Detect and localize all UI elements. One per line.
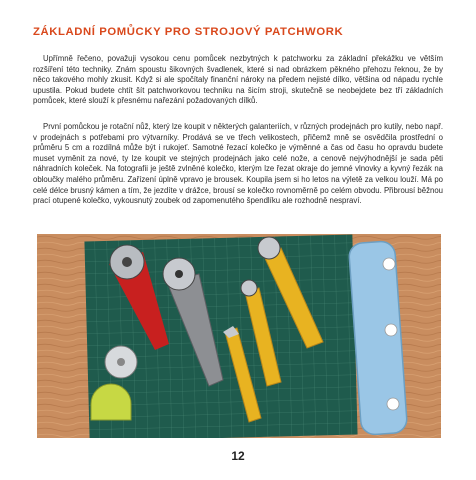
paragraph-2: První pomůckou je rotační nůž, který lze koupit v některých galanteriích, v různých prodejnách pro kutily, nebo např. v prodejnách s potřebami pro výtvarníky. Prodává se ve třech velikostech, přičemž mně se osvědčila prostřední o průměru 5 cm a rozdílná může být i rukojeť. Samotné řezací kolečko je výměnné a čas od času ho opravdu budete muset vyměnit za nové, ty lze koupit ve stejných prodejnách jako celé nože, a cenově nejvýhodnější je sada pěti náhradních koleček. Na fotografii je ještě zvlněné kolečko, kterým lze řezat okraje do jemné vlnovky a kyvný řezák na obloučky malého průměru. Zařízení úplně vpravo je brousek. Koupila jsem si ho letos na výletě za velkou louží. Má po celé délce brusný kámen a tím, že jezdíte v drážce, brousí se kolečko rovnoměrně po celém obvodu. Přibrousí běžnou prací otupené kolečko, vykousnutý zoubek od zapomenutého špendlíku ale rozhodně nespraví. <box>33 122 443 206</box>
page-title: ZÁKLADNÍ POMŮCKY PRO STROJOVÝ PATCHWORK <box>33 26 344 38</box>
paragraph-1: Upřímně řečeno, považuji vysokou cenu pomůcek nezbytných k patchworku za základní překážku ve větším rozšíření této techniky. Znám spoustu šikovných švadlenek, které si nad obrázkem pěkného přehozu řeknou, že by něco takového mohly zkusit. Když si ale spočítaly finanční nároky na předem nejisté dílko, většina od nápadu rychle upustila. Pokud budete chtít šít patchworkovou techniku na šicím stroji, skutečně se neobejdete bez tří základních pomůcek, které slouží k přesnému nařezání požadovaných dílků. <box>33 54 443 106</box>
tools-photo-illustration <box>37 234 441 438</box>
page-number: 12 <box>231 449 245 463</box>
tools-photo <box>37 234 441 438</box>
